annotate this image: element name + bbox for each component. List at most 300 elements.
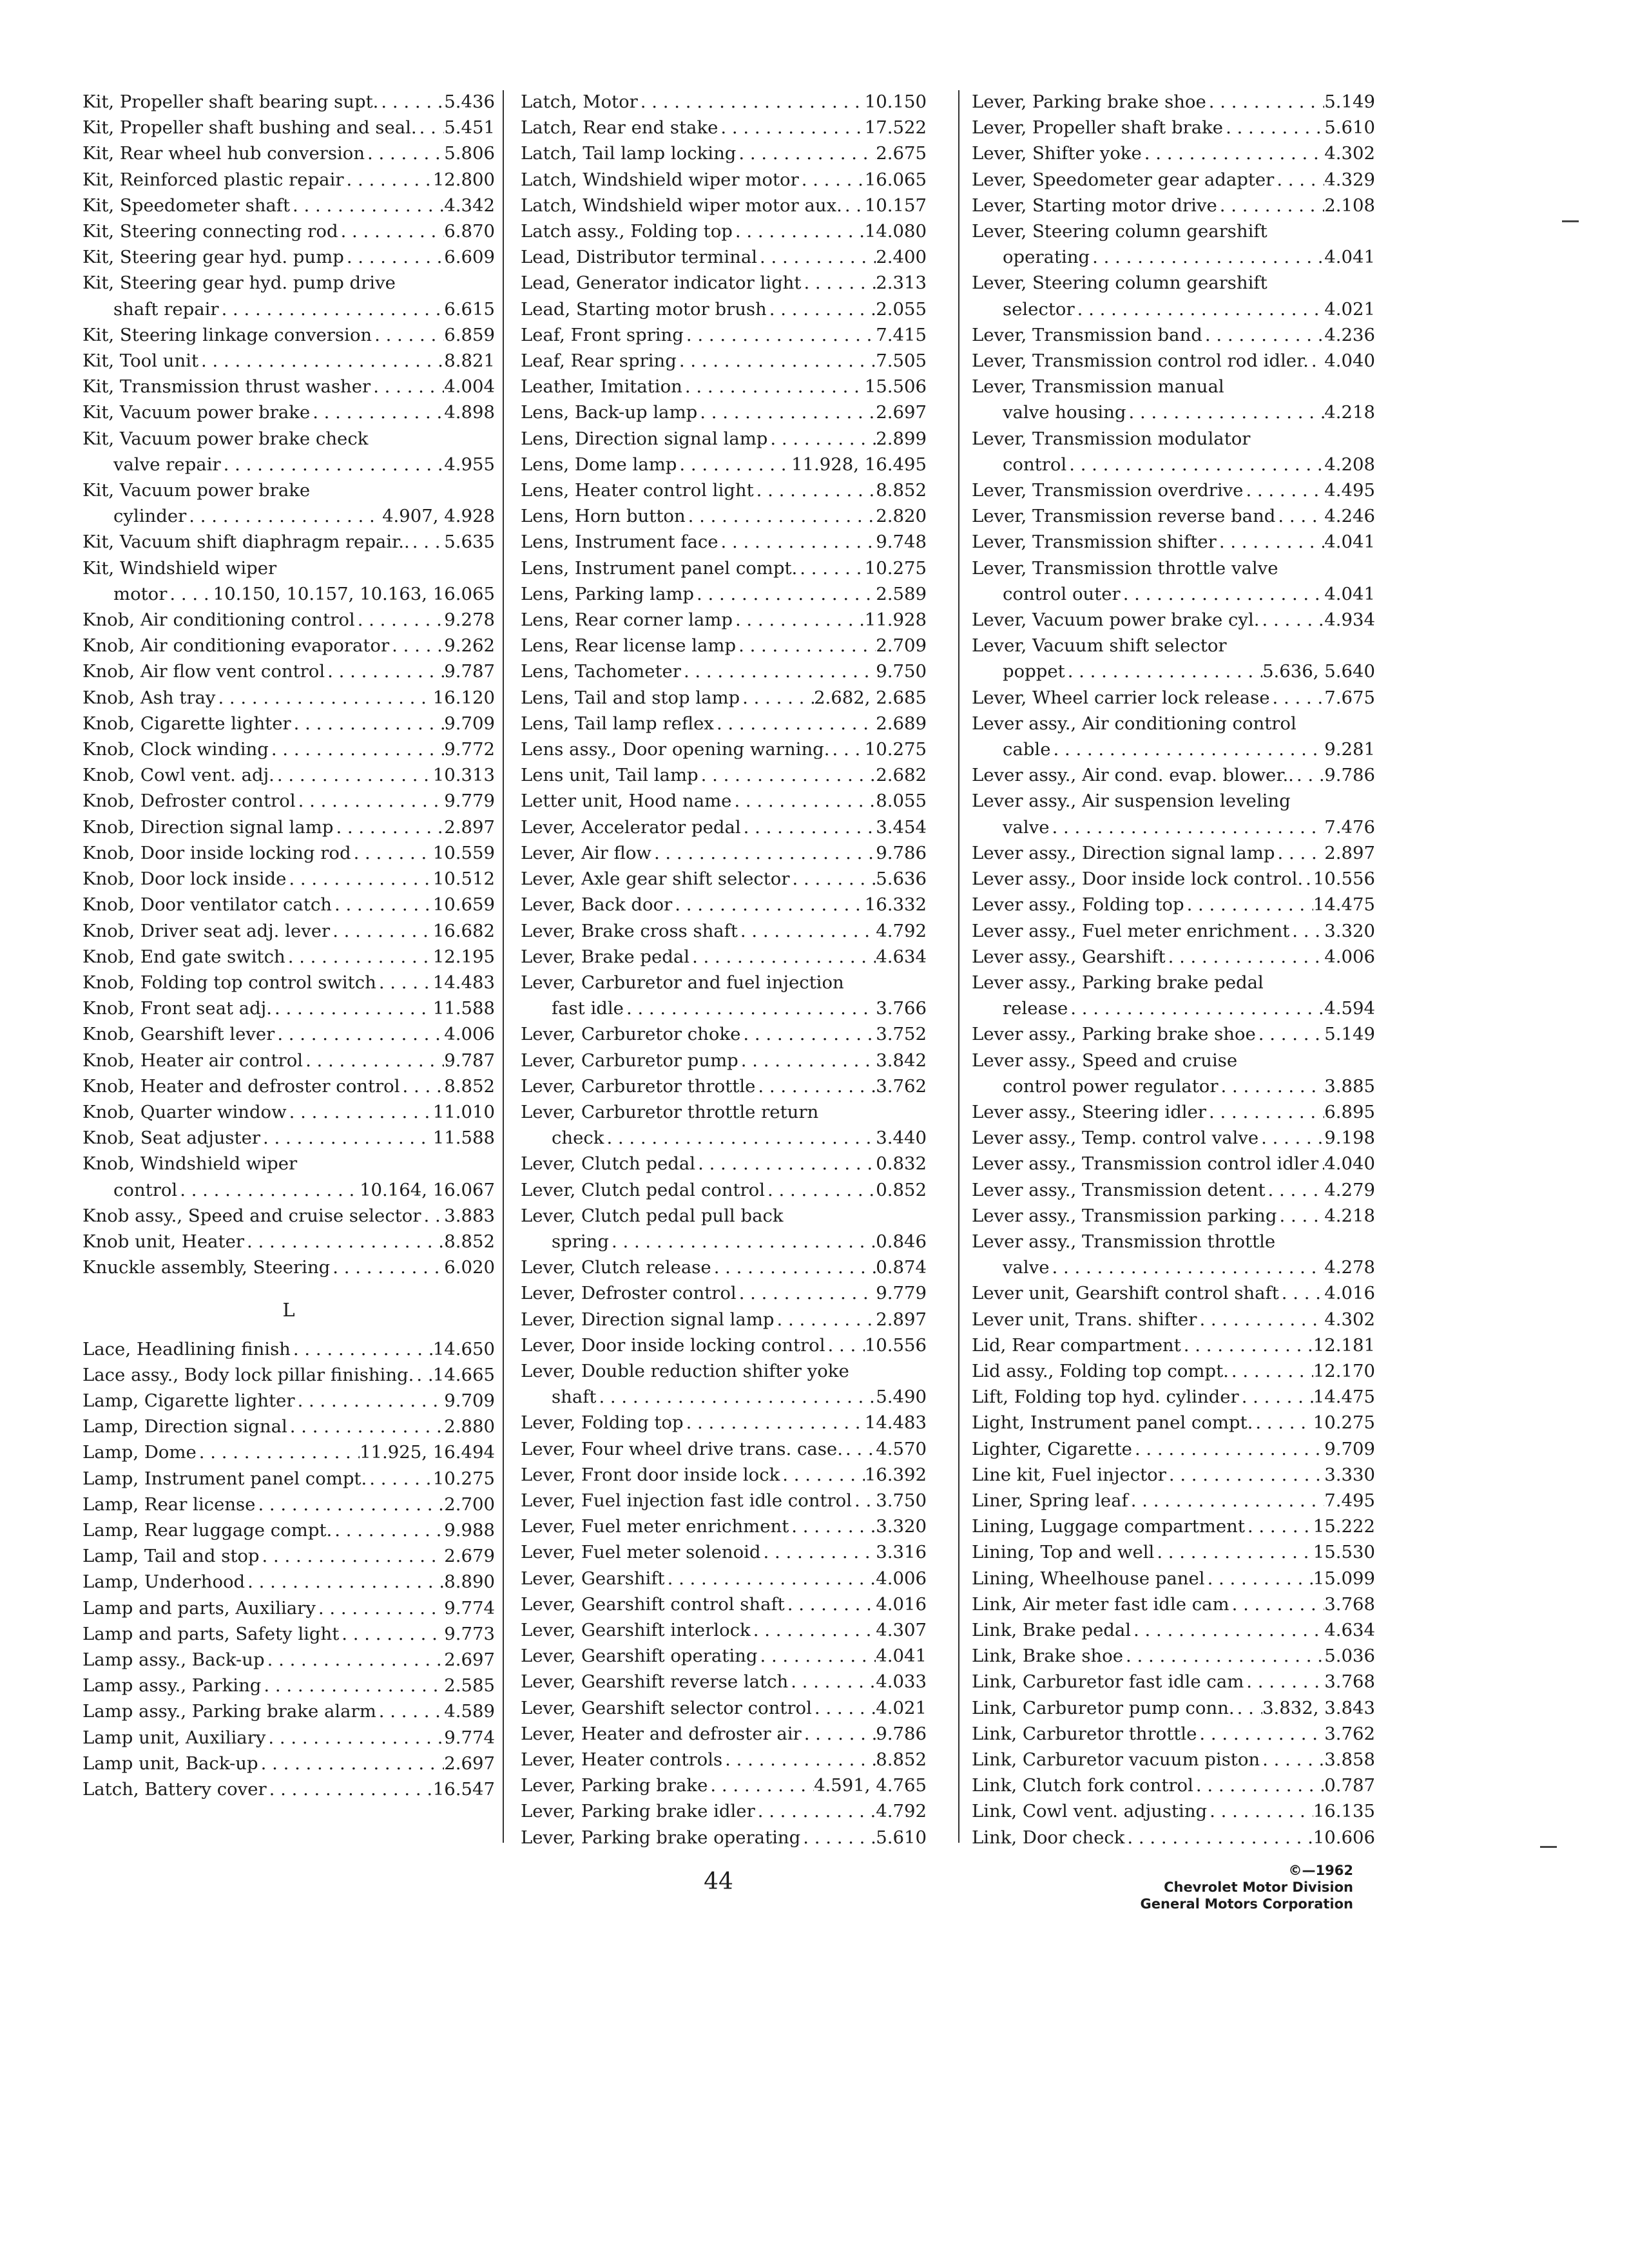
- index-entry: [972, 270, 1375, 322]
- entry-title: Lever assy., Speed and cruise: [972, 1050, 1238, 1071]
- index-entry: [972, 685, 1375, 711]
- index-entry: [972, 1021, 1375, 1047]
- index-entry: [521, 1254, 927, 1280]
- index-entry: [521, 1747, 927, 1773]
- dot-leader: [609, 1229, 876, 1254]
- dot-leader: [1256, 1021, 1325, 1047]
- page-reference: 2.313: [876, 273, 927, 294]
- page-reference: 4.342: [444, 195, 495, 216]
- index-entry: [521, 1488, 927, 1514]
- index-entry: [521, 167, 927, 193]
- index-entry: [82, 1048, 495, 1073]
- dot-leader: [1275, 503, 1324, 529]
- entry-title: Lamp and parts, Auxiliary: [82, 1597, 316, 1619]
- index-entry: [521, 477, 927, 503]
- index-entry: [972, 1099, 1375, 1125]
- entry-title: Lever assy., Direction signal lamp: [972, 842, 1275, 863]
- entry-title: Latch, Windshield wiper motor: [521, 169, 799, 190]
- page-reference: 10.275: [432, 1468, 495, 1489]
- dot-leader: [740, 1021, 876, 1047]
- page-reference: 5.636: [876, 869, 927, 890]
- page-reference: 4.218: [1324, 1205, 1375, 1226]
- entry-continuation: shaft: [552, 1387, 597, 1408]
- index-entry: [82, 711, 495, 736]
- entry-title: Lever, Clutch pedal: [521, 1153, 696, 1175]
- entry-title: Knob, Heater and defroster control: [82, 1075, 400, 1097]
- entry-continuation: spring: [552, 1231, 609, 1252]
- page-reference: 2.697: [444, 1753, 495, 1774]
- dot-leader: [751, 1617, 876, 1643]
- page-reference: 2.682: [876, 765, 927, 786]
- index-entry: [82, 1021, 495, 1047]
- entry-title: Lever, Steering column gearshift: [972, 221, 1268, 242]
- entry-title: Lens, Parking lamp: [521, 583, 695, 604]
- index-entry: [521, 1695, 927, 1721]
- dot-leader: [167, 581, 213, 607]
- entry-title: Link, Carburetor throttle: [972, 1723, 1197, 1744]
- entry-title: Lever, Parking brake: [521, 1775, 708, 1796]
- entry-title: Link, Carburetor fast idle cam: [972, 1671, 1244, 1693]
- dot-leader: [1206, 89, 1325, 115]
- entry-title: Lens, Back-up lamp: [521, 402, 698, 423]
- index-entry: [82, 1673, 495, 1698]
- entry-title: Lever, Brake cross shaft: [521, 920, 738, 941]
- entry-title: Lever, Fuel meter enrichment: [521, 1516, 789, 1537]
- page-reference: 0.846: [876, 1231, 927, 1252]
- entry-title: Knob, Direction signal lamp: [82, 816, 334, 838]
- dot-leader: [219, 296, 445, 322]
- entry-title: Lever, Parking brake operating: [521, 1827, 801, 1848]
- page-reference: 4.006: [444, 1024, 495, 1045]
- entry-continuation: valve: [1003, 1257, 1050, 1278]
- index-entry: [972, 1151, 1375, 1177]
- index-entry: [521, 658, 927, 684]
- index-entry: [82, 1492, 495, 1517]
- dot-leader: [830, 736, 865, 762]
- entry-title: Lamp assy., Parking: [82, 1675, 262, 1696]
- index-entry: [82, 633, 495, 658]
- index-entry: [82, 1776, 495, 1802]
- dot-leader: [400, 1073, 445, 1099]
- dot-leader: [852, 1488, 876, 1514]
- entry-title: Kit, Vacuum power brake: [82, 480, 311, 501]
- index-entry: [521, 1280, 927, 1306]
- index-entry: [972, 866, 1375, 892]
- page-reference: 5.610: [876, 1827, 927, 1848]
- entry-title: Lever, Parking brake shoe: [972, 91, 1206, 112]
- dot-leader: [330, 918, 433, 944]
- dot-leader: [265, 1725, 444, 1751]
- dot-leader: [736, 633, 876, 658]
- index-entry: [972, 89, 1375, 115]
- index-entry: [521, 1410, 927, 1436]
- dot-leader: [332, 892, 433, 918]
- page-reference: 16.332: [864, 894, 927, 916]
- entry-title: Kit, Reinforced plastic repair: [82, 169, 344, 190]
- dot-leader: [785, 1591, 876, 1617]
- page-reference: 5.636, 5.640: [1262, 661, 1375, 682]
- page-reference: 4.033: [876, 1671, 927, 1693]
- index-entry: [82, 866, 495, 892]
- index-entry: [521, 1617, 927, 1643]
- entry-title: Knob, Windshield wiper: [82, 1153, 298, 1175]
- entry-title: Knob, End gate switch: [82, 946, 285, 967]
- index-entry: [972, 918, 1375, 944]
- entry-title: Kit, Vacuum power brake check: [82, 428, 369, 449]
- page-reference: 11.588: [432, 1128, 495, 1149]
- entry-title: Latch assy., Folding top: [521, 221, 733, 242]
- entry-title: Lever, Vacuum shift selector: [972, 635, 1227, 657]
- page-reference: 9.281: [1324, 739, 1375, 760]
- entry-continuation: control: [1003, 454, 1067, 475]
- page-reference: 4.041: [1324, 583, 1375, 604]
- index-entry: [972, 1695, 1375, 1721]
- dot-leader: [258, 1751, 445, 1776]
- index-entry: [82, 840, 495, 866]
- entry-title: Knob, Cowl vent. adj.: [82, 765, 275, 786]
- page-reference: 5.806: [444, 143, 495, 164]
- dot-leader: [371, 374, 444, 399]
- page-reference: 2.689: [876, 713, 927, 734]
- entry-continuation: shaft repair: [113, 298, 219, 320]
- entry-title: Lever, Transmission modulator: [972, 428, 1251, 449]
- dot-leader: [755, 1073, 876, 1099]
- column-divider: [503, 90, 504, 1843]
- page-reference: 4.021: [876, 1697, 927, 1718]
- index-entry: [972, 1332, 1375, 1358]
- page-reference: 15.099: [1313, 1568, 1375, 1589]
- dot-leader: [695, 1151, 876, 1177]
- entry-title: Kit, Windshield wiper: [82, 557, 277, 579]
- index-entry: [972, 1048, 1375, 1099]
- dot-leader: [714, 711, 876, 736]
- index-entry: [972, 633, 1375, 684]
- page-reference: 7.675: [1324, 687, 1375, 708]
- entry-title: Latch, Tail lamp locking: [521, 143, 737, 164]
- index-entry: [82, 1698, 495, 1724]
- entry-title: Lever, Direction signal lamp: [521, 1309, 775, 1330]
- dot-leader: [684, 1410, 865, 1436]
- entry-title: Knob, Air conditioning control: [82, 610, 355, 631]
- dot-leader: [825, 1332, 865, 1358]
- page-reference: 10.157: [864, 195, 927, 216]
- entry-title: Knob, Door inside locking rod: [82, 842, 351, 863]
- page-reference: 17.522: [864, 117, 927, 139]
- page-reference: 16.392: [864, 1464, 927, 1485]
- page-reference: 4.246: [1324, 506, 1375, 527]
- page-reference: 3.766: [876, 998, 927, 1019]
- entry-title: Lever, Carburetor throttle: [521, 1075, 756, 1097]
- dot-leader: [733, 607, 865, 633]
- dot-leader: [761, 1539, 876, 1565]
- page-reference: 2.897: [1324, 842, 1375, 863]
- entry-title: Link, Cowl vent. adjusting: [972, 1801, 1208, 1822]
- page-reference: 3.750: [876, 1490, 927, 1511]
- index-entry: [82, 1203, 495, 1229]
- dot-leader: [410, 529, 445, 555]
- index-entry: [521, 581, 927, 607]
- page-reference: 4.004: [444, 376, 495, 398]
- dot-leader: [221, 452, 445, 477]
- page-reference: 4.792: [876, 920, 927, 941]
- index-entry: [972, 1462, 1375, 1488]
- dot-leader: [344, 167, 433, 193]
- dot-leader: [367, 1466, 433, 1492]
- entry-title: Knob, Clock winding: [82, 739, 269, 760]
- dot-leader: [1309, 348, 1324, 374]
- entry-title: Kit, Steering linkage conversion: [82, 324, 372, 345]
- entry-title: Lever, Fuel meter solenoid: [521, 1542, 761, 1563]
- page-reference: 9.772: [444, 739, 495, 760]
- dot-leader: [672, 892, 865, 918]
- page-reference: 10.606: [1313, 1827, 1375, 1848]
- dot-leader: [1239, 1384, 1313, 1410]
- page-reference: 3.320: [876, 1516, 927, 1537]
- entry-continuation: valve: [1003, 816, 1050, 838]
- dot-leader: [269, 736, 444, 762]
- page-reference: 3.832, 3.843: [1262, 1697, 1375, 1718]
- page-reference: 4.589: [444, 1701, 495, 1722]
- entry-title: Latch, Battery cover: [82, 1779, 267, 1800]
- dot-leader: [718, 115, 864, 140]
- index-entry: [82, 244, 495, 270]
- entry-title: Kit, Transmission thrust washer: [82, 376, 371, 398]
- page-reference: 9.709: [1324, 1438, 1375, 1459]
- dot-leader: [677, 348, 876, 374]
- page-reference: 2.897: [444, 816, 495, 838]
- index-entry: [82, 1569, 495, 1595]
- entry-title: Kit, Vacuum power brake: [82, 402, 311, 423]
- page-reference: 9.278: [444, 610, 495, 631]
- dot-leader: [1243, 477, 1324, 503]
- entry-title: Kit, Steering connecting rod: [82, 221, 338, 242]
- page-reference: 3.858: [1324, 1749, 1375, 1770]
- index-column-3: [972, 89, 1375, 1850]
- page-reference: 3.320: [1324, 920, 1375, 941]
- index-entry: [972, 374, 1375, 425]
- entry-title: Lens, Horn button: [521, 506, 686, 527]
- index-entry: [521, 503, 927, 529]
- page-reference: 0.787: [1324, 1775, 1375, 1796]
- index-entry: [972, 115, 1375, 140]
- entry-title: Lens, Heater control light: [521, 480, 754, 501]
- index-entry: [972, 1307, 1375, 1332]
- entry-title: Lead, Starting motor brush: [521, 298, 767, 320]
- dot-leader: [333, 814, 444, 840]
- page-reference: 10.556: [1313, 869, 1375, 890]
- dot-leader: [624, 995, 876, 1021]
- dot-leader: [291, 711, 445, 736]
- page-reference: 2.400: [876, 247, 927, 268]
- index-entry: [82, 995, 495, 1021]
- entry-title: Lever assy., Steering idler: [972, 1101, 1207, 1122]
- dot-leader: [1075, 296, 1325, 322]
- page-reference: 8.055: [876, 791, 927, 812]
- index-entry: [82, 167, 495, 193]
- entry-title: Lever, Gearshift: [521, 1568, 665, 1589]
- entry-title: Lever, Four wheel drive trans. case.: [521, 1438, 843, 1459]
- index-entry: [521, 296, 927, 322]
- index-entry: [972, 1566, 1375, 1591]
- entry-title: Lever, Carburetor choke: [521, 1024, 741, 1045]
- dot-leader: [797, 555, 865, 581]
- index-entry: [521, 685, 927, 711]
- dot-leader: [596, 1384, 876, 1410]
- dot-leader: [296, 788, 445, 814]
- entry-title: Lid assy., Folding top compt.: [972, 1360, 1229, 1381]
- dot-leader: [699, 762, 876, 788]
- entry-title: Kit, Speedometer shaft: [82, 195, 291, 216]
- entry-continuation: valve housing: [1003, 402, 1126, 423]
- index-column-2: [521, 89, 927, 1850]
- dot-leader: [303, 1048, 444, 1073]
- entry-title: Lever assy., Air suspension leveling: [972, 791, 1291, 812]
- page-reference: 4.218: [1324, 402, 1375, 423]
- dot-leader: [1207, 1798, 1313, 1824]
- page-reference: 2.679: [444, 1546, 495, 1567]
- dot-leader: [1121, 581, 1325, 607]
- entry-title: Lever assy., Transmission detent: [972, 1179, 1266, 1200]
- entry-title: Lining, Wheelhouse panel: [972, 1568, 1205, 1589]
- entry-title: Knob, Front seat adj.: [82, 998, 273, 1019]
- dot-leader: [417, 115, 445, 140]
- entry-title: Lever, Transmission control rod idler.: [972, 351, 1309, 372]
- entry-title: Lens unit, Tail lamp: [521, 765, 699, 786]
- entry-title: Kit, Propeller shaft bearing supt.: [82, 91, 379, 112]
- dot-leader: [694, 581, 876, 607]
- index-entry: [972, 218, 1375, 270]
- entry-title: Lamp, Tail and stop: [82, 1546, 260, 1567]
- page-reference: 2.880: [444, 1416, 495, 1437]
- dot-leader: [799, 167, 865, 193]
- entry-title: Knob, Gearshift lever: [82, 1024, 275, 1045]
- page-reference: 4.495: [1324, 480, 1375, 501]
- dot-leader: [1245, 1514, 1313, 1539]
- entry-title: Lift, Folding top hyd. cylinder: [972, 1387, 1239, 1408]
- index-entry: [82, 193, 495, 218]
- page-reference: 4.955: [444, 454, 495, 475]
- index-entry: [972, 892, 1375, 918]
- dot-leader: [186, 503, 382, 529]
- entry-title: Lever, Door inside locking control: [521, 1334, 825, 1356]
- index-entry: [972, 1773, 1375, 1798]
- page-reference: 16.135: [1313, 1801, 1375, 1822]
- entry-title: Lens assy., Door opening warning.: [521, 739, 830, 760]
- page-reference: 4.016: [876, 1593, 927, 1615]
- page-reference: 4.208: [1324, 454, 1375, 475]
- index-entry: [521, 1566, 927, 1591]
- index-entry: [82, 1543, 495, 1569]
- dot-leader: [1197, 1721, 1324, 1747]
- index-entry: [521, 1307, 927, 1332]
- entry-title: Latch, Windshield wiper motor aux.: [521, 195, 842, 216]
- entry-title: Lever, Starting motor drive: [972, 195, 1217, 216]
- page-reference: 4.016: [1324, 1283, 1375, 1304]
- page-reference: 4.041: [1324, 532, 1375, 553]
- dot-leader: [177, 1177, 360, 1203]
- page-reference: 2.675: [876, 143, 927, 164]
- dot-leader: [378, 89, 444, 115]
- entry-title: Lever assy., Door inside lock control.: [972, 869, 1304, 890]
- index-entry: [521, 711, 927, 736]
- dot-leader: [801, 270, 876, 296]
- index-entry: [972, 1591, 1375, 1617]
- dot-leader: [1166, 1462, 1324, 1488]
- dot-leader: [287, 1414, 445, 1439]
- index-entry: [82, 685, 495, 711]
- index-entry: [82, 788, 495, 814]
- entry-title: Link, Brake pedal: [972, 1619, 1132, 1640]
- entry-title: Lining, Luggage compartment: [972, 1516, 1245, 1537]
- index-entry: [972, 348, 1375, 374]
- index-entry: [82, 1073, 495, 1099]
- page-reference: 10.313: [432, 765, 495, 786]
- page-reference: 4.279: [1324, 1179, 1375, 1200]
- entry-title: Lamp, Underhood: [82, 1571, 246, 1593]
- entry-title: Lens, Tail and stop lamp: [521, 687, 740, 708]
- index-entry: [972, 140, 1375, 166]
- entry-continuation: cable: [1003, 739, 1051, 760]
- dot-leader: [1124, 1825, 1313, 1850]
- dot-leader: [842, 193, 865, 218]
- page-reference: 4.040: [1324, 351, 1375, 372]
- dot-leader: [1270, 685, 1325, 711]
- dot-leader: [738, 918, 876, 944]
- index-entry: [82, 1466, 495, 1492]
- entry-continuation: release: [1003, 998, 1068, 1019]
- dot-leader: [737, 1280, 876, 1306]
- page-reference: 4.040: [1324, 1153, 1375, 1175]
- entry-title: Knob, Driver seat adj. lever: [82, 920, 331, 941]
- index-entry: [521, 1358, 927, 1410]
- dot-leader: [197, 1439, 360, 1465]
- entry-title: Lace assy., Body lock pillar finishing.: [82, 1364, 414, 1385]
- entry-continuation: control power regulator: [1003, 1075, 1219, 1097]
- index-entry: [82, 426, 495, 477]
- entry-title: Knob, Door ventilator catch: [82, 894, 332, 916]
- entry-title: Kit, Tool unit: [82, 351, 198, 372]
- dot-leader: [338, 218, 445, 244]
- page-reference: 4.307: [876, 1619, 927, 1640]
- entry-title: Lid, Rear compartment: [972, 1334, 1181, 1356]
- index-entry: [972, 788, 1375, 840]
- page-reference: 15.506: [864, 376, 927, 398]
- index-entry: [521, 1798, 927, 1824]
- dot-leader: [310, 399, 444, 425]
- index-entry: [521, 270, 927, 296]
- entry-title: Lever assy., Parking brake pedal: [972, 972, 1264, 993]
- dot-leader: [376, 970, 433, 995]
- page-reference: 2.682, 2.685: [814, 687, 927, 708]
- dot-leader: [604, 1125, 876, 1151]
- index-entry: [82, 555, 495, 607]
- index-entry: [82, 1439, 495, 1465]
- index-entry: [521, 1669, 927, 1695]
- index-entry: [972, 1410, 1375, 1436]
- index-entry: [82, 658, 495, 684]
- index-entry: [972, 1358, 1375, 1384]
- entry-title: Lens, Rear corner lamp: [521, 610, 733, 631]
- entry-title: Knob, Folding top control switch: [82, 972, 376, 993]
- entry-title: Lighter, Cigarette: [972, 1438, 1132, 1459]
- dot-leader: [1193, 1773, 1324, 1798]
- entry-title: Lever assy., Air conditioning control: [972, 713, 1296, 734]
- entry-title: Lever, Back door: [521, 894, 673, 916]
- dot-leader: [275, 762, 433, 788]
- page-reference: 9.198: [1324, 1128, 1375, 1149]
- entry-title: Kit, Vacuum shift diaphragm repair..: [82, 532, 410, 553]
- entry-title: Knob, Defroster control: [82, 791, 296, 812]
